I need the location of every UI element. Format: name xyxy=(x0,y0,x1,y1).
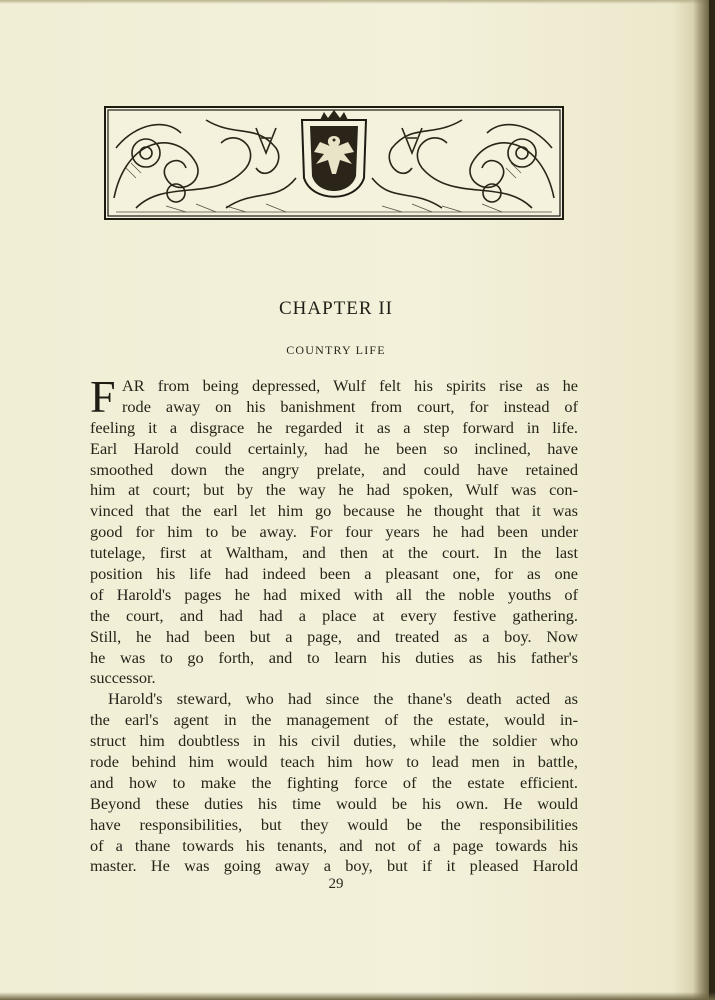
text-line: Beyond these duties his time would be his own. He would xyxy=(90,793,578,813)
text-line: Harold's steward, who had since the thane's death acted as xyxy=(108,689,578,709)
text-line: the earl's agent in the management of the estate, would in- xyxy=(90,710,578,730)
text-line: Still, he had been but a page, and treated as a boy. Now xyxy=(90,626,578,646)
text-line: the court, and had had a place at every festive gathering. xyxy=(90,605,578,625)
text-line: AR from being depressed, Wulf felt his spirits rise as he xyxy=(122,376,578,395)
text-line: good for him to be away. For four years he had been under xyxy=(90,522,578,542)
text-line: successor. xyxy=(90,668,156,688)
chapter-body xyxy=(90,371,578,877)
text-line: smoothed down the angry prelate, and could have retained xyxy=(90,459,578,479)
chapter-title: CHAPTER II xyxy=(279,298,393,319)
decorative-headpiece xyxy=(104,106,564,220)
page-top-edge xyxy=(0,0,715,4)
text-line: vinced that the earl let him go because he thought that it was xyxy=(90,501,578,521)
text-line: of a thane towards his tenants, and not of a page towards his xyxy=(90,835,578,855)
text-line: him at court; but by the way he had spoken, Wulf was con- xyxy=(90,480,578,500)
eagle-ornament-icon xyxy=(106,108,562,218)
text-line: master. He was going away a boy, but if it pleased Harold xyxy=(90,856,578,876)
book-spine-edge xyxy=(709,0,715,1000)
text-line: tutelage, first at Waltham, and then at the court. In the last xyxy=(90,543,578,563)
page-number: 29 xyxy=(328,876,344,892)
text-line: Earl Harold could certainly, had he been so inclined, have xyxy=(90,438,578,458)
chapter-subtitle: COUNTRY LIFE xyxy=(286,343,386,357)
text-line: rode behind him would teach him how to lead men in battle, xyxy=(90,752,578,772)
page-bottom-edge xyxy=(0,992,715,1000)
text-line: feeling it a disgrace he regarded it as a step forward in life. xyxy=(90,417,578,437)
text-line: of Harold's pages he had mixed with all the noble youths of xyxy=(90,584,578,604)
text-line: he was to go forth, and to learn his duties as his father's xyxy=(90,647,578,667)
drop-cap: F xyxy=(90,371,116,422)
text-line: rode away on his banishment from court, for instead of xyxy=(122,396,578,416)
text-line: and how to make the fighting force of the estate efficient. xyxy=(90,772,578,792)
text-line: position his life had indeed been a pleasant one, for as one xyxy=(90,564,578,584)
text-line: struct him doubtless in his civil duties, while the soldier who xyxy=(90,731,578,751)
text-line: have responsibilities, but they would be the responsibilities xyxy=(90,814,578,834)
